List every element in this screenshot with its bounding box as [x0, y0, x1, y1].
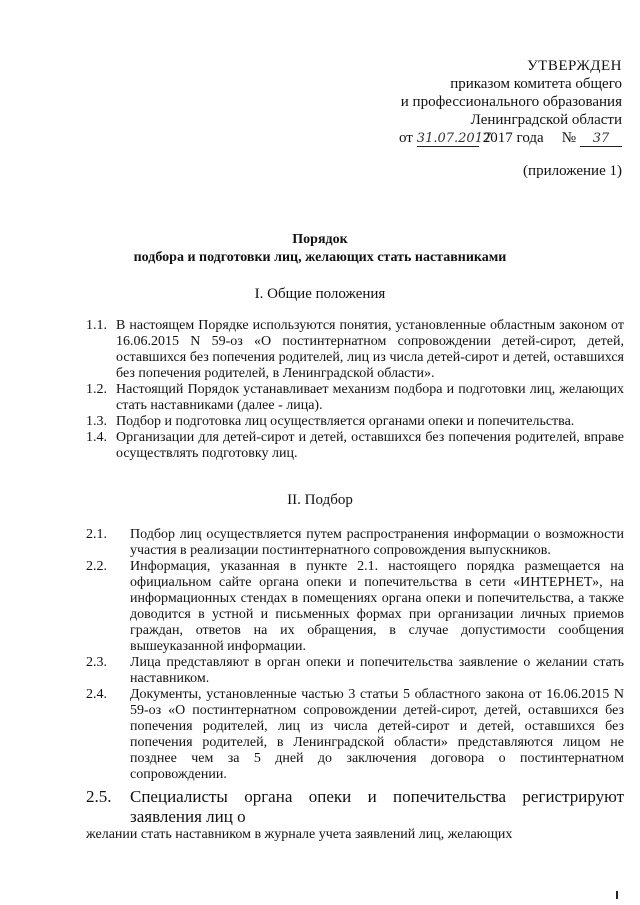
document-subtitle: подбора и подготовки лиц, желающих стать наставниками [133, 250, 507, 265]
list-item [86, 787, 624, 827]
item-text: В настоящем Порядке используются понятия, установленные областным законом от 16.06.2015 N 59-оз «О постинтернатном сопровождении детей-сирот, детей, оставшихся без попечения родителей, лиц из числа детей-сирот и детей, оставшихся без попечения родителей, в Ленинградской области». [116, 318, 624, 381]
item-number: 1.3. [86, 414, 107, 429]
list-item [86, 318, 624, 382]
document-title: Порядок [292, 232, 348, 247]
list-item [86, 559, 624, 655]
item-text: Организации для детей-сирот и детей, оставшихся без попечения родителей, вправе осуществлять подготовку лиц. [116, 430, 624, 461]
item-number: 2.2. [86, 559, 107, 574]
approval-stamp-block [322, 57, 622, 147]
item-text: Подбор лиц осуществляется путем распространения информации о возможности участия в реализации постинтернатного сопровождения выпускников. [130, 527, 624, 558]
item-number: 2.1. [86, 527, 107, 542]
list-item [86, 414, 624, 430]
date-prefix: от [398, 130, 413, 146]
list-item [86, 430, 624, 462]
item-text: Лица представляют в орган опеки и попечительства заявление о желании стать наставником. [130, 655, 624, 686]
item-text: Документы, установленные частью 3 статьи 5 областного закона от 16.06.2015 N 59-оз «О постинтернатном сопровождении детей-сирот, детей, оставшихся без попечения родителей, лиц из числа детей-сирот и детей, оставшихся без попечения родителей, в Ленинградской области» представляются лицом не позднее чем за 5 дней до заключения договора о постинтернатном сопровождении. [130, 687, 624, 782]
section-2-heading: II. Подбор [287, 492, 353, 508]
list-item [86, 382, 624, 414]
number-sign: № [561, 130, 576, 146]
item-text: Настоящий Порядок устанавливает механизм подбора и подготовки лиц, желающих стать наставниками (далее - лица). [116, 382, 624, 413]
page-edge-mark [616, 891, 618, 899]
approval-date-line [322, 129, 622, 147]
item-text-continued: желании стать наставником в журнале учета заявлений лиц, желающих [86, 827, 513, 841]
section-1-heading: I. Общие положения [254, 286, 386, 302]
handwritten-number: 37 [580, 132, 622, 147]
list-item [86, 527, 624, 559]
appendix-label: (приложение 1) [523, 163, 622, 179]
handwritten-date: 31.07.2017 [416, 131, 492, 146]
item-number: 1.1. [86, 318, 107, 333]
approval-heading: УТВЕРЖДЕН [527, 58, 622, 74]
approval-line-3: Ленинградской области [470, 112, 622, 128]
item-text: Специалисты органа опеки и попечительства регистрируют заявления лиц о [130, 787, 624, 826]
section-1-list [86, 318, 624, 462]
item-number: 2.4. [86, 687, 107, 702]
section-2-list [86, 527, 624, 841]
list-item [86, 655, 624, 687]
item-text: Подбор и подготовка лиц осуществляется органами опеки и попечительства. [116, 414, 575, 429]
item-number: 1.4. [86, 430, 107, 445]
approval-line-1: приказом комитета общего [450, 76, 622, 92]
approval-line-2: и профессионального образования [400, 94, 622, 110]
item-text-block [130, 787, 624, 827]
item-number: 1.2. [86, 382, 107, 397]
item-number: 2.3. [86, 655, 107, 670]
year-text: 2017 года [482, 130, 544, 146]
item-text: Информация, указанная в пункте 2.1. настоящего порядка размещается на официальном сайте органа опеки и попечительства в сети «ИНТЕРНЕТ», на информационных стендах в помещениях органа опеки и попечительства, а также доводится в устной и письменных формах при организации личных приемов граждан, ответов на их обращения, в случае допустимости сообщения вышеуказанной информации. [130, 559, 624, 654]
item-number: 2.5. [86, 787, 112, 806]
list-item [86, 687, 624, 783]
